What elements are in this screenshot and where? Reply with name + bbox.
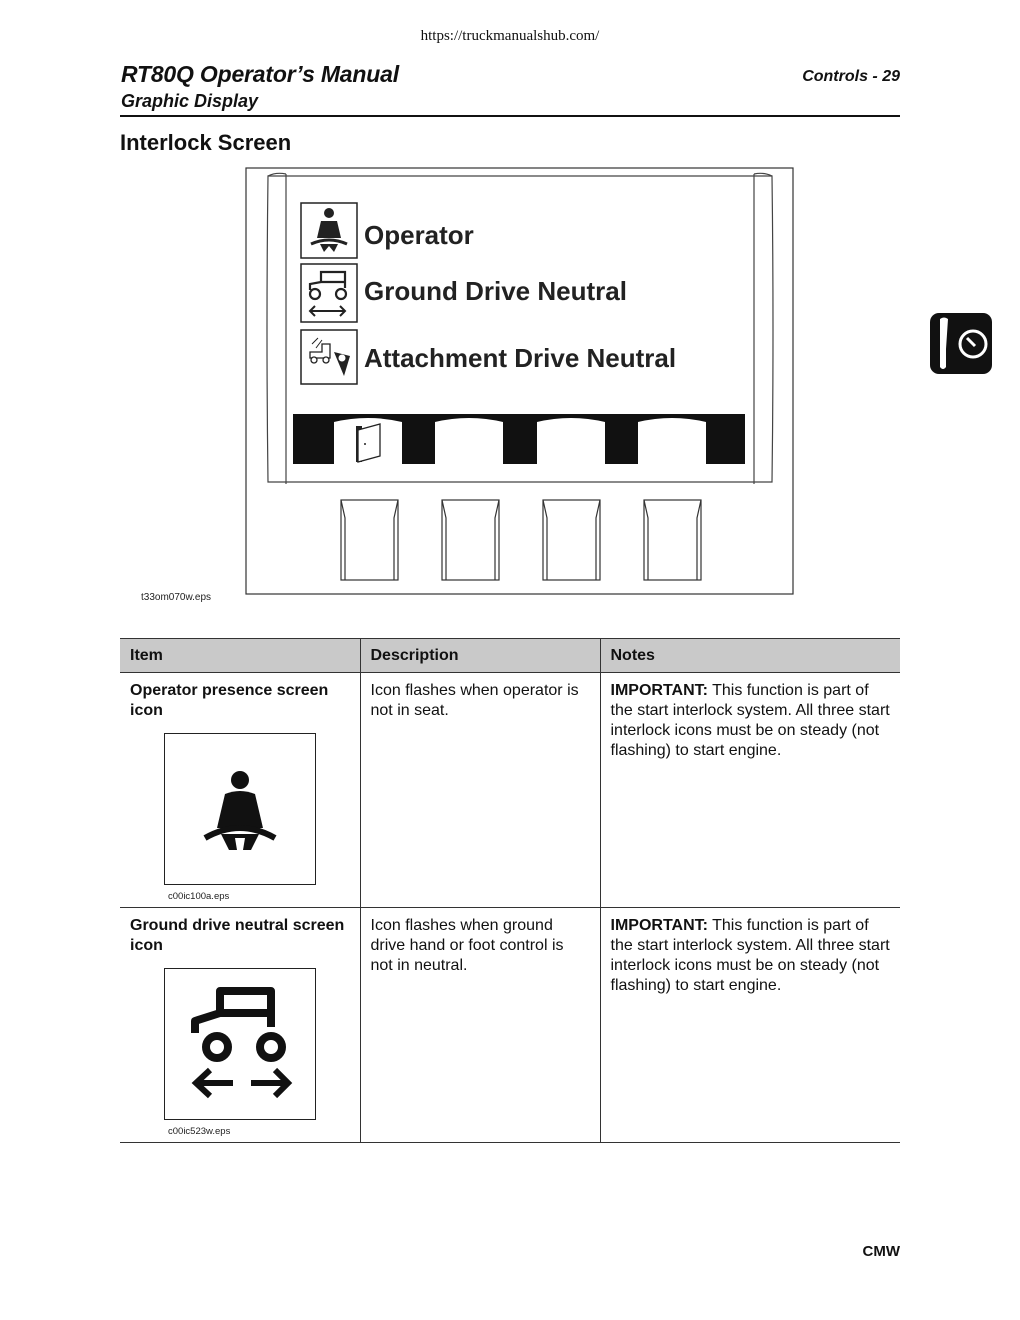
page-url[interactable]: https://truckmanualshub.com/ [420,28,600,44]
ground-drive-icon [301,264,357,322]
page-number: Controls - 29 [802,68,900,85]
column-header-notes: Notes [600,639,900,673]
item-cell [120,673,360,908]
notes-cell [600,673,900,908]
ground-drive-icon-box [164,968,316,1120]
manual-title: RT80Q Operator’s Manual [121,61,399,87]
icon-caption: c00ic100a.eps [168,891,230,902]
column-header-description: Description [360,639,600,673]
softkey-1-label [334,418,402,464]
table-row [120,673,900,908]
display-line-ground-drive: Ground Drive Neutral [364,276,627,306]
softkey-2-label [435,418,503,464]
door-icon [356,424,380,462]
softkey-3-label [537,418,605,464]
important-label: IMPORTANT: [610,917,708,934]
item-cell [120,908,360,1143]
operator-control-tab-icon [930,313,992,374]
description-cell: Icon flashes when ground drive hand or foot control is not in neutral. [360,908,600,1143]
chapter-subtitle: Graphic Display [121,91,259,111]
figure-label: t33om070w.eps [141,592,212,603]
section-title: Interlock Screen [120,130,292,155]
column-header-item: Item [120,639,360,673]
display-line-operator: Operator [364,220,474,250]
notes-cell [600,908,900,1143]
display-line-attachment-drive: Attachment Drive Neutral [364,343,677,373]
icon-caption: c00ic523w.eps [168,1126,231,1137]
item-name: Operator presence screen icon [130,682,329,719]
item-name: Ground drive neutral screen icon [130,917,345,954]
ground-drive-neutral-icon [165,969,315,1119]
softkey-4-label [638,418,706,464]
attachment-drive-icon [301,330,357,384]
operator-presence-icon-box [164,733,316,885]
table-header-row [120,639,900,673]
note-text: This function is part of the start interlock system. All three start interlock icons must be on steady (not flashing) to start engine. [610,917,890,994]
note-text: This function is part of the start interlock system. All three start interlock icons must be on steady (not flashing) to start engine. [610,682,890,759]
table-row [120,908,900,1143]
important-label: IMPORTANT: [610,682,708,699]
footer-code: CMW [862,1243,900,1260]
operator-presence-icon [165,734,315,884]
interlock-screen-figure [0,0,1020,620]
operator-seat-icon [301,203,357,258]
description-cell: Icon flashes when operator is not in seat. [360,673,600,908]
icon-description-table [120,638,900,1143]
